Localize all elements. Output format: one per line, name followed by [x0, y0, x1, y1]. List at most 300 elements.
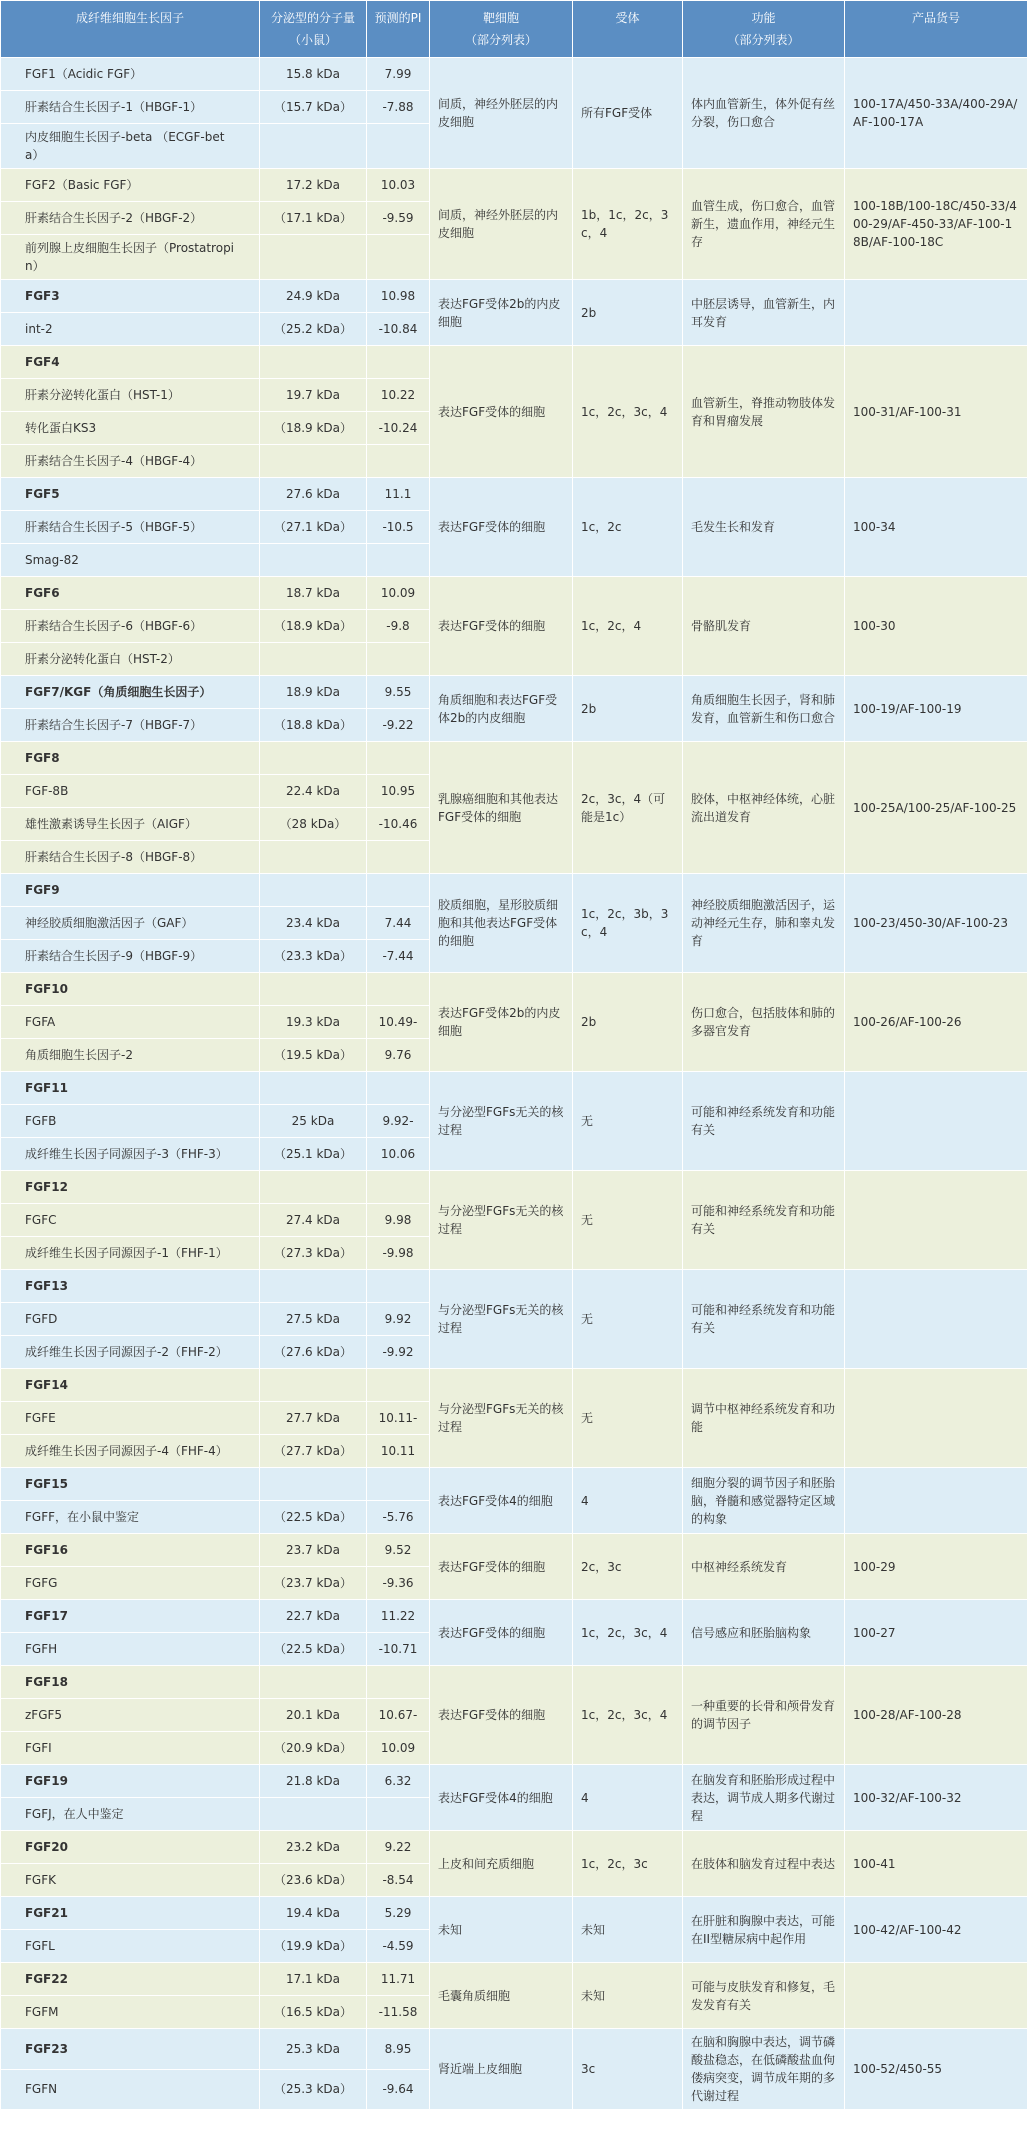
- fgf-group: [1, 1600, 1027, 1666]
- molecular-weight-cell-text: 20.1 kDa: [285, 1708, 341, 1722]
- fgf-name-cell: [1, 91, 260, 124]
- fgf-name-cell-text: FGFL: [25, 1939, 55, 1953]
- target-cell-text: 间质，神经外胚层的内皮细胞: [438, 208, 559, 240]
- molecular-weight-cell-text: （27.1 kDa）: [273, 520, 353, 534]
- predicted-pi-cell: [367, 874, 430, 907]
- fgf-name-cell-text: FGF22: [25, 1972, 68, 1986]
- predicted-pi-cell: [367, 577, 430, 610]
- molecular-weight-cell: [260, 313, 367, 346]
- product-number-cell: [845, 1600, 1027, 1666]
- molecular-weight-cell-text: （18.9 kDa）: [273, 619, 353, 633]
- function-cell: [683, 1963, 845, 2029]
- predicted-pi-cell: [367, 775, 430, 808]
- receptor-cell-text: 1c，2c，3c，4: [581, 1625, 668, 1640]
- molecular-weight-cell: [260, 1633, 367, 1666]
- target-cell: [430, 1600, 573, 1666]
- predicted-pi-cell-text: -8.54: [382, 1873, 414, 1887]
- predicted-pi-cell: [367, 1765, 430, 1798]
- molecular-weight-cell-text: 18.7 kDa: [285, 586, 341, 600]
- molecular-weight-cell-text: 25.3 kDa: [285, 2041, 341, 2056]
- product-number-cell: [845, 973, 1027, 1072]
- target-cell-text: 表达FGF受体的细胞: [438, 404, 546, 419]
- product-number-cell-text: 100-30: [853, 619, 896, 633]
- fgf-name-cell: [1, 235, 260, 280]
- predicted-pi-cell-text: -10.46: [378, 817, 418, 831]
- fgf-name-cell-text: 肝素结合生长因子-2（HBGF-2）: [25, 211, 203, 225]
- predicted-pi-cell-text: 10.49-: [378, 1015, 418, 1029]
- molecular-weight-cell: [260, 1072, 367, 1105]
- product-number-cell-text: 100-34: [853, 520, 896, 534]
- predicted-pi-cell-text: 9.55: [384, 685, 412, 699]
- target-cell-text: 与分泌型FGFs无关的核过程: [438, 1105, 564, 1137]
- molecular-weight-cell: [260, 1534, 367, 1567]
- fgf-name-cell: [1, 1501, 260, 1534]
- molecular-weight-cell: [260, 1402, 367, 1435]
- fgf-name-cell-text: 肝素结合生长因子-6（HBGF-6）: [25, 619, 203, 633]
- fgf-group: [1, 1666, 1027, 1765]
- receptor-cell: [573, 58, 683, 169]
- fgf-name-cell: [1, 1270, 260, 1303]
- predicted-pi-cell: [367, 1897, 430, 1930]
- function-cell: [683, 478, 845, 577]
- fgf-group: [1, 1468, 1027, 1534]
- molecular-weight-cell-text: （22.5 kDa）: [273, 1510, 353, 1524]
- fgf-name-cell: [1, 346, 260, 379]
- molecular-weight-cell-text: （17.1 kDa）: [273, 211, 353, 225]
- receptor-cell-text: 1c，2c，3b，3c，4: [581, 907, 669, 939]
- function-cell: [683, 577, 845, 676]
- fgf-name-cell: [1, 1930, 260, 1963]
- fgf-group: [1, 478, 1027, 577]
- predicted-pi-cell-text: 11.22: [380, 1609, 416, 1623]
- table-row: [1, 577, 1027, 610]
- table-row: [1, 2029, 1027, 2070]
- table-row: [1, 1897, 1027, 1930]
- predicted-pi-cell: [367, 202, 430, 235]
- molecular-weight-cell: [260, 412, 367, 445]
- molecular-weight-cell-text: （22.5 kDa）: [273, 1642, 353, 1656]
- fgf-name-cell: [1, 610, 260, 643]
- predicted-pi-cell: [367, 478, 430, 511]
- molecular-weight-cell: [260, 808, 367, 841]
- table-row: [1, 280, 1027, 313]
- fgf-name-cell: [1, 1567, 260, 1600]
- table-row: [1, 1270, 1027, 1303]
- molecular-weight-cell: [260, 2029, 367, 2070]
- predicted-pi-cell-text: 7.99: [384, 67, 412, 81]
- fgf-name-cell-text: 成纤维生长因子同源因子-3（FHF-3）: [25, 1147, 228, 1161]
- fgf-name-cell-text: FGF6: [25, 586, 60, 600]
- molecular-weight-cell-text: 27.7 kDa: [285, 1411, 341, 1425]
- fgf-name-cell: [1, 58, 260, 91]
- header-target-cells: [430, 1, 573, 58]
- fgf-group: [1, 742, 1027, 874]
- function-cell-text: 在肝脏和胸腺中表达，可能在II型糖尿病中起作用: [691, 1913, 836, 1946]
- fgf-name-cell: [1, 742, 260, 775]
- fgf-name-cell: [1, 808, 260, 841]
- receptor-cell: [573, 1534, 683, 1600]
- predicted-pi-cell: [367, 1501, 430, 1534]
- predicted-pi-cell: [367, 412, 430, 445]
- product-number-cell-text: 100-32/AF-100-32: [853, 1790, 962, 1805]
- function-cell-text: 可能与皮肤发育和修复，毛发发育有关: [691, 1979, 836, 2012]
- fgf-group: [1, 1831, 1027, 1897]
- molecular-weight-cell: [260, 235, 367, 280]
- function-cell-text: 体内血管新生，体外促有丝分裂，伤口愈合: [691, 97, 836, 129]
- product-number-cell: [845, 676, 1027, 742]
- receptor-cell: [573, 346, 683, 478]
- predicted-pi-cell: [367, 1534, 430, 1567]
- fgf-name-cell-text: FGF10: [25, 982, 68, 996]
- fgf-name-cell-text: Smag-82: [25, 553, 79, 567]
- target-cell-text: 表达FGF受体4的细胞: [438, 1493, 553, 1508]
- fgf-name-cell: [1, 1138, 260, 1171]
- fgf-name-cell: [1, 1798, 260, 1831]
- fgf-name-cell: [1, 124, 260, 169]
- target-cell-text: 毛囊角质细胞: [438, 1988, 511, 2003]
- receptor-cell: [573, 1600, 683, 1666]
- molecular-weight-cell-text: （15.7 kDa）: [273, 100, 353, 114]
- target-cell: [430, 1270, 573, 1369]
- molecular-weight-cell: [260, 478, 367, 511]
- fgf-name-cell-text: FGFJ，在人中鉴定: [25, 1807, 124, 1821]
- function-cell: [683, 58, 845, 169]
- product-number-cell: [845, 1897, 1027, 1963]
- function-cell-text: 中枢神经系统发育: [691, 1559, 788, 1574]
- fgf-name-cell: [1, 169, 260, 202]
- fgf-name-cell: [1, 1072, 260, 1105]
- header-label: 产品货号: [911, 11, 960, 25]
- predicted-pi-cell: [367, 1303, 430, 1336]
- predicted-pi-cell: [367, 1699, 430, 1732]
- function-cell-text: 毛发生长和发育: [691, 520, 776, 534]
- fgf-name-cell-text: 成纤维生长因子同源因子-2（FHF-2）: [25, 1345, 228, 1359]
- fgf-name-cell: [1, 1534, 260, 1567]
- product-number-cell: [845, 1270, 1027, 1369]
- molecular-weight-cell: [260, 1501, 367, 1534]
- predicted-pi-cell: [367, 58, 430, 91]
- fgf-name-cell: [1, 280, 260, 313]
- fgf-group: [1, 1171, 1027, 1270]
- molecular-weight-cell: [260, 1864, 367, 1897]
- molecular-weight-cell-text: （27.3 kDa）: [273, 1246, 353, 1260]
- molecular-weight-cell: [260, 1171, 367, 1204]
- fgf-name-cell: [1, 676, 260, 709]
- predicted-pi-cell: [367, 379, 430, 412]
- predicted-pi-cell-text: 10.67-: [378, 1708, 418, 1722]
- receptor-cell-text: 1c，2c，4: [581, 619, 642, 633]
- header-label: 靶细胞: [482, 11, 519, 25]
- predicted-pi-cell: [367, 1204, 430, 1237]
- function-cell: [683, 1534, 845, 1600]
- fgf-name-cell: [1, 1369, 260, 1402]
- molecular-weight-cell: [260, 169, 367, 202]
- fgf-name-cell-text: FGFB: [25, 1114, 57, 1128]
- predicted-pi-cell: [367, 1006, 430, 1039]
- fgf-name-cell: [1, 577, 260, 610]
- predicted-pi-cell-text: -4.59: [382, 1939, 414, 1953]
- fgf-group: [1, 1369, 1027, 1468]
- receptor-cell: [573, 577, 683, 676]
- function-cell: [683, 676, 845, 742]
- fgf-name-cell-text: FGF18: [25, 1675, 68, 1689]
- table-row: [1, 58, 1027, 91]
- fgf-name-cell-text: FGF21: [25, 1906, 68, 1920]
- function-cell-text: 细胞分裂的调节因子和胚胎脑，脊髓和感觉器特定区域的构象: [691, 1475, 836, 1526]
- fgf-name-cell: [1, 1765, 260, 1798]
- header-label: 受体: [615, 11, 640, 25]
- predicted-pi-cell: [367, 1996, 430, 2029]
- predicted-pi-cell: [367, 676, 430, 709]
- function-cell-text: 调节中枢神经系统发育和功能: [691, 1402, 836, 1434]
- molecular-weight-cell: [260, 1567, 367, 1600]
- fgf-name-cell: [1, 1831, 260, 1864]
- predicted-pi-cell-text: -10.84: [378, 322, 418, 336]
- molecular-weight-cell-text: 19.3 kDa: [285, 1015, 341, 1029]
- fgf-name-cell-text: FGFK: [25, 1873, 56, 1887]
- predicted-pi-cell-text: 10.06: [380, 1147, 416, 1161]
- target-cell-text: 表达FGF受体的细胞: [438, 1559, 546, 1574]
- target-cell: [430, 280, 573, 346]
- fgf-name-cell: [1, 973, 260, 1006]
- fgf-name-cell-text: 肝素结合生长因子-9（HBGF-9）: [25, 949, 203, 963]
- predicted-pi-cell: [367, 1237, 430, 1270]
- function-cell: [683, 1666, 845, 1765]
- table-row: [1, 742, 1027, 775]
- receptor-cell-text: 1c，2c，3c: [581, 1856, 648, 1871]
- table-row: [1, 676, 1027, 709]
- predicted-pi-cell-text: 9.98: [384, 1213, 412, 1227]
- molecular-weight-cell: [260, 1204, 367, 1237]
- predicted-pi-cell: [367, 1831, 430, 1864]
- product-number-cell-text: 100-23/450-30/AF-100-23: [853, 916, 1009, 930]
- product-number-cell-text: 100-42/AF-100-42: [853, 1922, 962, 1937]
- receptor-cell: [573, 1468, 683, 1534]
- receptor-cell: [573, 280, 683, 346]
- receptor-cell-text: 2c，3c: [581, 1559, 622, 1574]
- molecular-weight-cell: [260, 2069, 367, 2110]
- fgf-name-cell-text: FGF13: [25, 1279, 68, 1293]
- function-cell-text: 在脑和胸腺中表达，调节磷酸盐稳态，在低磷酸盐血佝偻病突变，调节成年期的多代谢过程: [691, 2035, 836, 2103]
- header-label: 成纤维细胞生长因子: [75, 11, 184, 25]
- fgf-group: [1, 280, 1027, 346]
- predicted-pi-cell: [367, 1039, 430, 1072]
- molecular-weight-cell: [260, 940, 367, 973]
- target-cell-text: 与分泌型FGFs无关的核过程: [438, 1303, 564, 1335]
- molecular-weight-cell: [260, 1105, 367, 1138]
- predicted-pi-cell: [367, 1567, 430, 1600]
- fgf-name-cell-text: 转化蛋白KS3: [25, 421, 97, 435]
- fgf-name-cell: [1, 1699, 260, 1732]
- molecular-weight-cell: [260, 577, 367, 610]
- predicted-pi-cell: [367, 169, 430, 202]
- fgf-name-cell-text: FGF4: [25, 355, 60, 369]
- molecular-weight-cell-text: （27.7 kDa）: [273, 1444, 353, 1458]
- fgf-name-cell-text: 神经胶质细胞激活因子（GAF）: [25, 916, 194, 930]
- predicted-pi-cell-text: -7.88: [382, 100, 414, 114]
- predicted-pi-cell-text: -9.64: [382, 2082, 414, 2097]
- fgf-name-cell: [1, 1666, 260, 1699]
- receptor-cell-text: 1c，2c，3c，4: [581, 1708, 668, 1722]
- target-cell-text: 角质细胞和表达FGF受体2b的内皮细胞: [438, 692, 558, 725]
- predicted-pi-cell: [367, 841, 430, 874]
- target-cell: [430, 676, 573, 742]
- receptor-cell-text: 2c，3c，4（可能是1c）: [581, 791, 666, 824]
- fgf-name-cell-text: FGF8: [25, 751, 60, 765]
- target-cell: [430, 1963, 573, 2029]
- product-number-cell-text: 100-27: [853, 1625, 896, 1640]
- predicted-pi-cell: [367, 2029, 430, 2070]
- product-number-cell: [845, 1666, 1027, 1765]
- fgf-name-cell-text: FGFN: [25, 2082, 58, 2097]
- target-cell: [430, 2029, 573, 2110]
- header-function: [683, 1, 845, 58]
- header-fgf-name: [1, 1, 260, 58]
- molecular-weight-cell: [260, 379, 367, 412]
- predicted-pi-cell: [367, 1633, 430, 1666]
- receptor-cell-text: 2b: [581, 305, 597, 320]
- fgf-group: [1, 1534, 1027, 1600]
- predicted-pi-cell: [367, 1600, 430, 1633]
- fgf-name-cell-text: FGF11: [25, 1081, 68, 1095]
- fgf-name-cell-text: 前列腺上皮细胞生长因子（Prostatropin）: [25, 241, 235, 273]
- molecular-weight-cell-text: 23.7 kDa: [285, 1543, 341, 1557]
- molecular-weight-cell: [260, 1039, 367, 1072]
- predicted-pi-cell-text: -9.59: [382, 211, 414, 225]
- fgf-name-cell-text: 成纤维生长因子同源因子-1（FHF-1）: [25, 1246, 228, 1260]
- fgf-name-cell: [1, 1897, 260, 1930]
- function-cell-text: 角质细胞生长因子，肾和肺发育，血管新生和伤口愈合: [691, 692, 836, 725]
- function-cell-text: 在肢体和脑发育过程中表达: [691, 1856, 836, 1871]
- predicted-pi-cell: [367, 313, 430, 346]
- molecular-weight-cell-text: 22.7 kDa: [285, 1609, 341, 1623]
- molecular-weight-cell: [260, 1963, 367, 1996]
- fgf-name-cell: [1, 1864, 260, 1897]
- target-cell-text: 胶质细胞，星形胶质细胞和其他表达FGF受体的细胞: [438, 898, 559, 948]
- target-cell: [430, 346, 573, 478]
- product-number-cell-text: 100-52/450-55: [853, 2062, 943, 2076]
- predicted-pi-cell-text: -9.98: [382, 1246, 414, 1260]
- fgf-group: [1, 874, 1027, 973]
- fgf-name-cell: [1, 1039, 260, 1072]
- fgf-group: [1, 1765, 1027, 1831]
- molecular-weight-cell: [260, 1006, 367, 1039]
- predicted-pi-cell: [367, 1864, 430, 1897]
- molecular-weight-cell-text: （27.6 kDa）: [273, 1345, 353, 1359]
- predicted-pi-cell: [367, 1930, 430, 1963]
- molecular-weight-cell-text: 15.8 kDa: [285, 67, 341, 81]
- product-number-cell-text: 100-28/AF-100-28: [853, 1708, 962, 1722]
- table-row: [1, 1666, 1027, 1699]
- header-sublabel: （小鼠）: [288, 33, 337, 47]
- product-number-cell: [845, 478, 1027, 577]
- molecular-weight-cell: [260, 91, 367, 124]
- predicted-pi-cell-text: -10.24: [378, 421, 418, 435]
- fgf-name-cell-text: FGF3: [25, 289, 60, 303]
- target-cell: [430, 742, 573, 874]
- predicted-pi-cell-text: -9.22: [382, 718, 414, 732]
- fgf-name-cell: [1, 1303, 260, 1336]
- predicted-pi-cell: [367, 742, 430, 775]
- table-row: [1, 1171, 1027, 1204]
- product-number-cell: [845, 1765, 1027, 1831]
- molecular-weight-cell: [260, 1435, 367, 1468]
- fgf-name-cell-text: 肝素分泌转化蛋白（HST-1）: [25, 388, 180, 402]
- fgf-group: [1, 58, 1027, 169]
- header-label: 预测的PI: [374, 11, 422, 25]
- predicted-pi-cell: [367, 709, 430, 742]
- fgf-name-cell-text: FGF23: [25, 2041, 68, 2056]
- receptor-cell: [573, 973, 683, 1072]
- molecular-weight-cell-text: （25.1 kDa）: [273, 1147, 353, 1161]
- function-cell: [683, 874, 845, 973]
- predicted-pi-cell-text: 11.1: [384, 487, 412, 501]
- function-cell-text: 骨骼肌发育: [691, 619, 752, 633]
- receptor-cell: [573, 874, 683, 973]
- function-cell: [683, 1369, 845, 1468]
- predicted-pi-cell: [367, 1336, 430, 1369]
- receptor-cell-text: 4: [581, 1493, 589, 1508]
- function-cell-text: 血管新生，脊推动物肢体发育和胃瘤发展: [691, 395, 836, 428]
- molecular-weight-cell: [260, 1831, 367, 1864]
- receptor-cell-text: 无: [581, 1411, 594, 1425]
- fgf-name-cell: [1, 313, 260, 346]
- predicted-pi-cell-text: -7.44: [382, 949, 414, 963]
- fgf-name-cell: [1, 1237, 260, 1270]
- predicted-pi-cell: [367, 91, 430, 124]
- function-cell-text: 一种重要的长骨和颅骨发育的调节因子: [691, 1699, 836, 1731]
- receptor-cell-text: 3c: [581, 2062, 596, 2076]
- fgf-name-cell: [1, 478, 260, 511]
- predicted-pi-cell: [367, 1402, 430, 1435]
- predicted-pi-cell-text: -9.8: [386, 619, 410, 633]
- table-row: [1, 1831, 1027, 1864]
- receptor-cell-text: 4: [581, 1790, 589, 1805]
- predicted-pi-cell-text: 6.32: [384, 1774, 412, 1788]
- predicted-pi-cell-text: 10.11-: [378, 1411, 418, 1425]
- fgf-name-cell-text: FGF1（Acidic FGF）: [25, 67, 143, 81]
- receptor-cell: [573, 169, 683, 280]
- fgf-name-cell: [1, 1006, 260, 1039]
- predicted-pi-cell: [367, 808, 430, 841]
- header-product-number: [845, 1, 1027, 58]
- header-molecular-weight: [260, 1, 367, 58]
- product-number-cell-text: 100-29: [853, 1559, 896, 1574]
- molecular-weight-cell-text: （20.9 kDa）: [273, 1741, 353, 1755]
- product-number-cell: [845, 1534, 1027, 1600]
- header-receptor: [573, 1, 683, 58]
- fgf-name-cell: [1, 907, 260, 940]
- molecular-weight-cell-text: （23.7 kDa）: [273, 1576, 353, 1590]
- fgf-group: [1, 577, 1027, 676]
- product-number-cell: [845, 280, 1027, 346]
- product-number-cell: [845, 1963, 1027, 2029]
- molecular-weight-cell: [260, 643, 367, 676]
- receptor-cell: [573, 676, 683, 742]
- target-cell-text: 表达FGF受体的细胞: [438, 619, 546, 633]
- molecular-weight-cell-text: 24.9 kDa: [285, 289, 341, 303]
- predicted-pi-cell: [367, 1072, 430, 1105]
- fgf-name-cell-text: FGF15: [25, 1477, 68, 1491]
- receptor-cell-text: 2b: [581, 1015, 597, 1029]
- molecular-weight-cell-text: 19.4 kDa: [285, 1906, 341, 1920]
- fgf-name-cell: [1, 412, 260, 445]
- target-cell-text: 表达FGF受体2b的内皮细胞: [438, 296, 561, 329]
- molecular-weight-cell: [260, 676, 367, 709]
- product-number-cell-text: 100-31/AF-100-31: [853, 404, 962, 419]
- receptor-cell: [573, 1072, 683, 1171]
- fgf-name-cell-text: 雄性激素诱导生长因子（AIGF）: [25, 817, 197, 831]
